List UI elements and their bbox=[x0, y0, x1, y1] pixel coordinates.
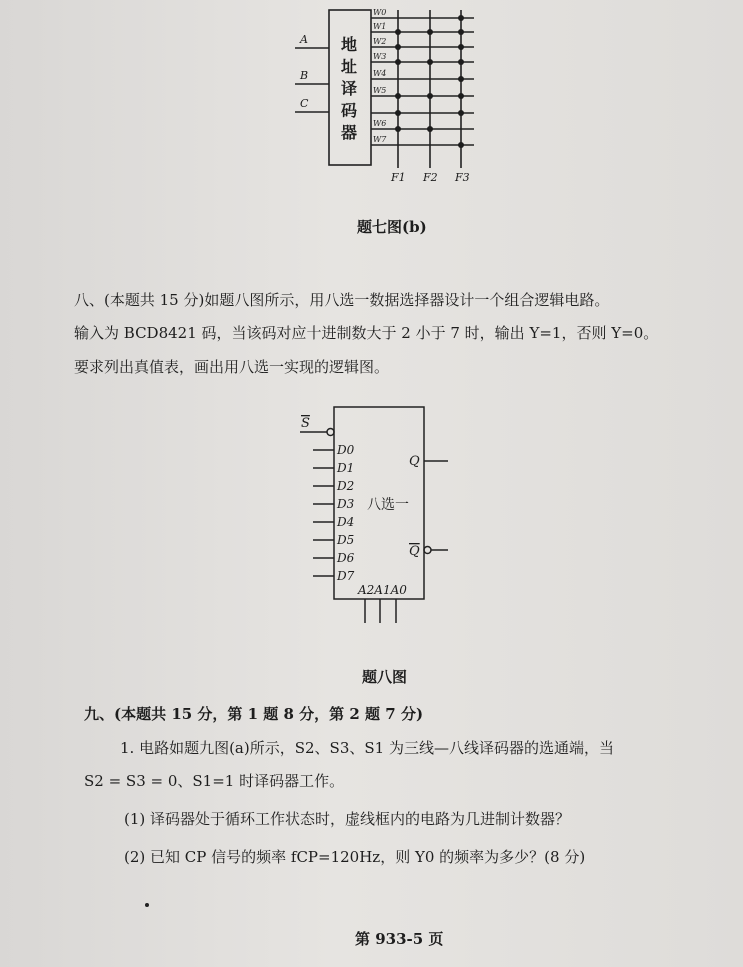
address-label: A2A1A0 bbox=[358, 583, 407, 597]
output-q-label: Q bbox=[409, 454, 420, 469]
data-input-label: D1 bbox=[337, 461, 355, 475]
data-input-label: D6 bbox=[337, 551, 355, 565]
decoder-char: 码 bbox=[341, 101, 358, 120]
q8-line1: 八、(本题共 15 分)如题八图所示，用八选一数据选择器设计一个组合逻辑电路。 bbox=[74, 291, 610, 309]
data-input-label: D4 bbox=[337, 515, 355, 529]
q9-heading: 九、(本题共 15 分，第 1 题 8 分，第 2 题 7 分) bbox=[84, 705, 424, 723]
decoder-char: 译 bbox=[341, 79, 358, 98]
input-label: A bbox=[300, 33, 308, 46]
q9-paragraph2: S2 = S3 = 0、S1=1 时译码器工作。 bbox=[84, 772, 345, 790]
decoder-char: 器 bbox=[341, 123, 358, 142]
mux-label: 八选一 bbox=[367, 497, 409, 513]
data-input-label: D5 bbox=[337, 533, 355, 547]
word-line-label: W4 bbox=[373, 69, 387, 78]
input-label: C bbox=[300, 97, 309, 110]
figure-caption: 题七图(b) bbox=[357, 218, 427, 236]
output-label: F3 bbox=[455, 171, 470, 184]
figure-7b bbox=[0, 0, 743, 260]
data-input-label: D7 bbox=[337, 569, 355, 583]
figure-caption: 题八图 bbox=[362, 668, 408, 686]
decoder-char: 地 bbox=[341, 35, 358, 54]
q9-subquestion-1: (1) 译码器处于循环工作状态时，虚线框内的电路为几进制计数器？ bbox=[124, 810, 571, 828]
data-input-label: D2 bbox=[337, 479, 355, 493]
strobe-label: S bbox=[301, 416, 310, 431]
word-line-label: W3 bbox=[373, 52, 387, 61]
word-line-label: W7 bbox=[373, 135, 387, 144]
word-line-label: W2 bbox=[373, 37, 387, 46]
page-footer: 第 933-5 页 bbox=[355, 930, 444, 948]
data-input-label: D0 bbox=[337, 443, 355, 457]
q9-paragraph1: 1. 电路如题九图(a)所示，S2、S3、S1 为三线—八线译码器的选通端，当 bbox=[120, 739, 614, 757]
data-input-label: D3 bbox=[337, 497, 355, 511]
stray-dot bbox=[145, 903, 149, 907]
output-label: F2 bbox=[423, 171, 438, 184]
output-label: F1 bbox=[391, 171, 406, 184]
input-label: B bbox=[300, 69, 309, 82]
word-line-label: W5 bbox=[373, 86, 387, 95]
word-line-label: W1 bbox=[373, 22, 387, 31]
q9-subquestion-2: (2) 已知 CP 信号的频率 fCP=120Hz，则 Y0 的频率为多少？(8 分) bbox=[124, 848, 586, 866]
q8-line2: 输入为 BCD8421 码，当该码对应十进制数大于 2 小于 7 时，输出 Y=1，否则 Y=0。 bbox=[74, 324, 659, 342]
word-line-label: W6 bbox=[373, 119, 387, 128]
decoder-char: 址 bbox=[341, 57, 358, 76]
word-line-label: W0 bbox=[373, 8, 387, 17]
q8-line3: 要求列出真值表，画出用八选一实现的逻辑图。 bbox=[74, 358, 390, 376]
figure-8-mux bbox=[0, 395, 743, 695]
output-qn-label: Q bbox=[409, 544, 420, 559]
